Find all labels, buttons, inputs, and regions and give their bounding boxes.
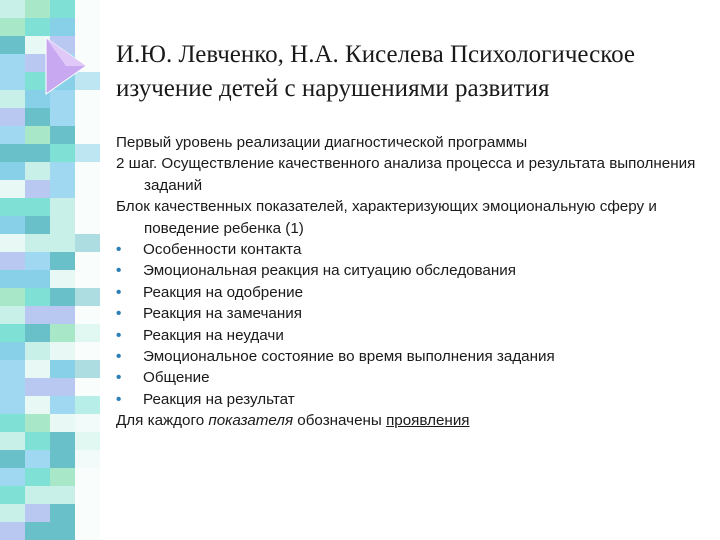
triangle-arrow-icon: [44, 36, 88, 96]
list-item-text: Общение: [143, 369, 210, 387]
mosaic-tile: [25, 234, 50, 252]
mosaic-tile: [0, 162, 25, 180]
mosaic-tile: [0, 360, 25, 378]
footer-line: Для каждого показателя обозначены проявления: [116, 412, 470, 430]
mosaic-tile: [25, 18, 50, 36]
mosaic-tile: [0, 234, 25, 252]
mosaic-tile: [50, 216, 75, 234]
list-item: [116, 303, 716, 324]
mosaic-tile: [0, 378, 25, 396]
list-item: [116, 239, 716, 260]
mosaic-tile: [0, 504, 25, 522]
mosaic-tile: [25, 324, 50, 342]
mosaic-tile: [50, 162, 75, 180]
mosaic-tile: [50, 126, 75, 144]
mosaic-tile: [25, 162, 50, 180]
mosaic-tile: [50, 450, 75, 468]
mosaic-tile: [50, 198, 75, 216]
mosaic-tile: [25, 432, 50, 450]
mosaic-tile: [50, 360, 75, 378]
mosaic-tile: [0, 342, 25, 360]
level-heading: Первый уровень реализации диагностической программы: [116, 134, 528, 151]
list-item: [116, 346, 716, 367]
mosaic-tile: [25, 468, 50, 486]
mosaic-tile: [50, 234, 75, 252]
mosaic-tile: [0, 72, 25, 90]
mosaic-tile: [50, 414, 75, 432]
mosaic-tile: [25, 180, 50, 198]
mosaic-tile: [50, 18, 75, 36]
mosaic-tile: [50, 432, 75, 450]
mosaic-tile: [50, 342, 75, 360]
mosaic-tile: [0, 108, 25, 126]
mosaic-tile: [25, 342, 50, 360]
mosaic-tile: [0, 468, 25, 486]
mosaic-tile: [50, 522, 75, 540]
list-item-text: Реакция на замечания: [143, 305, 302, 323]
italic-term: показателя: [208, 412, 294, 430]
mosaic-tile: [0, 18, 25, 36]
mosaic-tile: [25, 288, 50, 306]
mosaic-tile: [50, 252, 75, 270]
mosaic-tile: [0, 396, 25, 414]
mosaic-tile: [25, 414, 50, 432]
mosaic-tile: [50, 468, 75, 486]
list-item: [116, 325, 716, 346]
mosaic-tile: [50, 270, 75, 288]
mosaic-tile: [0, 432, 25, 450]
mosaic-tile: [0, 198, 25, 216]
mosaic-tile: [25, 126, 50, 144]
list-item-text: Реакция на неудачи: [143, 326, 284, 344]
mosaic-tile: [25, 270, 50, 288]
mosaic-tile: [0, 216, 25, 234]
list-item-text: Эмоциональная реакция на ситуацию обследования: [143, 262, 516, 280]
mosaic-tile: [50, 180, 75, 198]
mosaic-tile: [25, 306, 50, 324]
mosaic-tile: [50, 306, 75, 324]
bullet-icon: •: [116, 241, 122, 259]
mosaic-tile: [0, 252, 25, 270]
underlined-term: проявления: [386, 412, 470, 430]
bullet-icon: •: [116, 348, 122, 366]
mosaic-tile: [0, 180, 25, 198]
mosaic-tile: [25, 486, 50, 504]
mosaic-tile: [50, 378, 75, 396]
mosaic-tile: [50, 0, 75, 18]
mosaic-tile: [25, 378, 50, 396]
slide-body: [116, 132, 716, 432]
mosaic-tile: [50, 324, 75, 342]
bullet-icon: •: [116, 390, 122, 408]
list-item-text: Особенности контакта: [143, 241, 302, 259]
mosaic-tile: [0, 414, 25, 432]
mosaic-tile: [0, 522, 25, 540]
mosaic-tile: [25, 252, 50, 270]
mosaic-tile: [0, 486, 25, 504]
mosaic-tile: [0, 450, 25, 468]
bullet-icon: •: [116, 262, 122, 280]
mosaic-tile: [25, 144, 50, 162]
list-item: [116, 389, 716, 410]
list-item-text: Реакция на результат: [143, 390, 295, 408]
slide-title: И.Ю. Левченко, Н.А. Киселева Психологическое изучение детей с нарушениями развития: [116, 41, 635, 102]
list-item-text: Реакция на одобрение: [143, 283, 304, 301]
mosaic-tile: [0, 144, 25, 162]
mosaic-tile: [50, 396, 75, 414]
list-item: [116, 367, 716, 388]
mosaic-tile: [25, 522, 50, 540]
mosaic-tile: [0, 306, 25, 324]
mosaic-tile: [50, 504, 75, 522]
bullet-icon: •: [116, 283, 122, 301]
bullet-icon: •: [116, 305, 122, 323]
mosaic-tile: [0, 90, 25, 108]
mosaic-tile: [25, 396, 50, 414]
mosaic-tile: [25, 504, 50, 522]
list-item-text: Эмоциональное состояние во время выполнения задания: [143, 348, 555, 366]
mosaic-tile: [50, 108, 75, 126]
mosaic-tile: [25, 198, 50, 216]
step-heading: 2 шаг. Осуществление качественного анализа процесса и результата выполнения заданий: [116, 155, 696, 194]
mosaic-tile: [0, 324, 25, 342]
mosaic-tile: [0, 54, 25, 72]
mosaic-tile: [0, 270, 25, 288]
mosaic-tile: [50, 486, 75, 504]
mosaic-tile: [25, 360, 50, 378]
mosaic-tile: [25, 0, 50, 18]
block-heading: Блок качественных показателей, характеризующих эмоциональную сферу и поведение ребенка (1): [116, 198, 657, 237]
list-item: [116, 282, 716, 303]
list-item: [116, 260, 716, 281]
mosaic-tile: [25, 108, 50, 126]
bullet-icon: •: [116, 369, 122, 387]
mosaic-tile: [50, 288, 75, 306]
mosaic-tile: [50, 144, 75, 162]
bullet-icon: •: [116, 326, 122, 344]
mosaic-tile: [0, 36, 25, 54]
mosaic-tile: [25, 216, 50, 234]
mosaic-tile: [0, 288, 25, 306]
mosaic-tile: [0, 0, 25, 18]
mosaic-tile: [0, 126, 25, 144]
mosaic-tile: [25, 450, 50, 468]
